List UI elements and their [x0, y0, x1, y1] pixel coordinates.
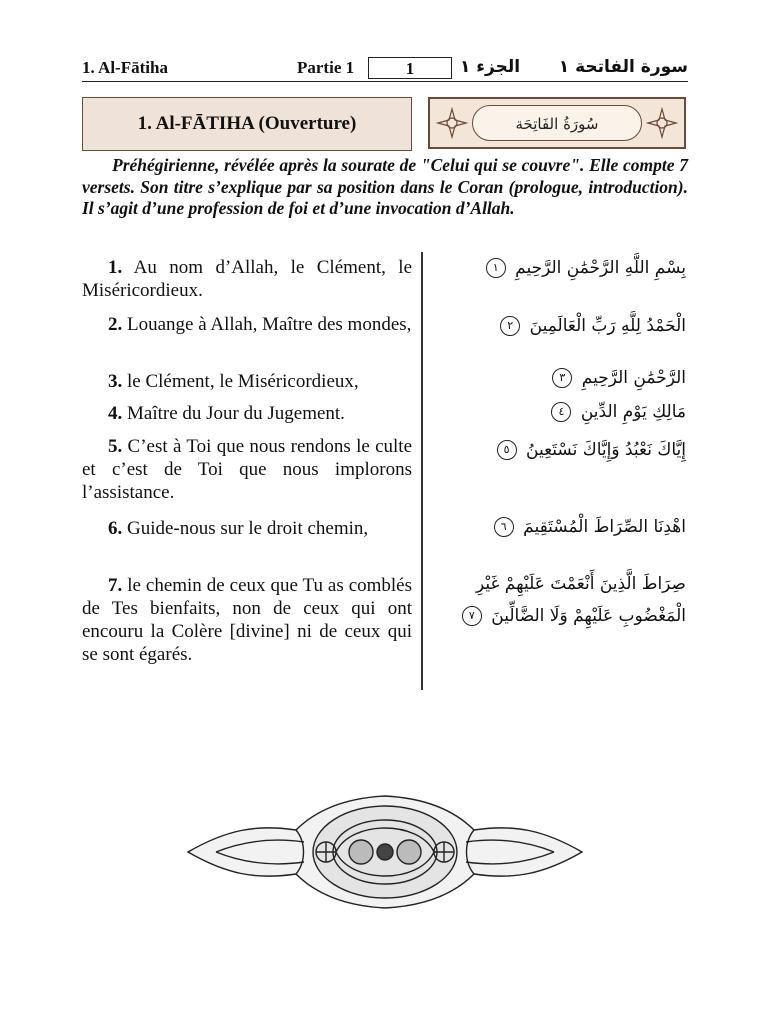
verse-text: Louange à Allah, Maître des mondes, [127, 314, 412, 335]
verse-ar-text: بِسْمِ اللَّهِ الرَّحْمَٰنِ الرَّحِيمِ [515, 258, 686, 278]
verse-fr-1 [82, 256, 412, 302]
intro-text: Préhégirienne, révélée après la sourate de "Celui qui se couvre". Elle compte 7 versets. Son titre s’explique par sa position dans le Coran (prologue, introduction). Il s’agit d’une profession de foi et d’une invocation d’Allah. [82, 155, 688, 218]
verse-end-marker: ٣ [552, 368, 572, 388]
verse-number: 1. [108, 257, 123, 278]
verse-end-marker: ٢ [500, 316, 520, 336]
rosette-icon [646, 107, 678, 139]
verse-ar-text: اهْدِنَا الصِّرَاطَ الْمُسْتَقِيمَ [523, 517, 686, 537]
header-juz-arabic: الجزء ١ [460, 57, 521, 77]
header-surah-title: 1. Al-Fātiha [82, 58, 168, 77]
page-number: 1 [368, 57, 452, 79]
surah-cartouche [428, 97, 686, 149]
verse-text: Guide-nous sur le droit chemin, [127, 518, 369, 539]
verse-text: le Clément, le Miséricordieux, [127, 371, 359, 392]
verse-text: le chemin de ceux que Tu as comblés de Tes bienfaits, non de ceux qui ont encouru la Colère [divine] ni de ceux qui se sont égarés. [82, 575, 413, 665]
verse-end-marker: ٦ [494, 517, 514, 537]
rosette-icon [436, 107, 468, 139]
verse-number: 5. [108, 436, 123, 457]
verse-number: 3. [108, 371, 123, 392]
verse-ar-text: صِرَاطَ الَّذِينَ أَنْعَمْتَ عَلَيْهِمْ غَيْرِ [475, 574, 686, 594]
verse-ar-text: الرَّحْمَٰنِ الرَّحِيمِ [581, 368, 686, 388]
header-surah-arabic: سورة الفاتحة ١ [558, 57, 688, 77]
header-part-label: Partie 1 [297, 58, 355, 77]
surah-introduction [82, 155, 688, 220]
verse-fr-2 [82, 313, 412, 336]
verse-ar-6 [494, 517, 686, 537]
verse-ar-2 [500, 316, 686, 336]
verse-ar-3 [552, 368, 686, 388]
verse-fr-3 [82, 370, 412, 393]
verse-fr-5 [82, 435, 412, 504]
verse-ar-text: الْمَغْضُوبِ عَلَيْهِمْ وَلَا الضَّالِّينَ [491, 606, 686, 626]
verse-ar-7b [462, 606, 686, 626]
verse-number: 2. [108, 314, 123, 335]
verse-ar-text: مَالِكِ يَوْمِ الدِّينِ [580, 402, 686, 422]
verse-number: 4. [108, 403, 123, 424]
verse-text: Au nom d’Allah, le Clément, le Miséricordieux. [82, 257, 413, 301]
verse-ar-7a [476, 574, 686, 594]
verse-ar-text: إِيَّاكَ نَعْبُدُ وَإِيَّاكَ نَسْتَعِينُ [526, 440, 686, 460]
closing-ornament-icon [186, 790, 584, 914]
verse-fr-4 [82, 402, 412, 425]
verse-ar-5 [497, 440, 686, 460]
header-rule [82, 81, 688, 82]
cartouche-arabic: سُورَةُ الفَاتِحَة [472, 105, 642, 141]
page-header [82, 56, 688, 82]
surah-title: 1. Al-FĀTIHA (Ouverture) [82, 97, 412, 151]
verse-ar-1 [486, 258, 686, 278]
column-divider [421, 252, 423, 690]
verse-ar-4 [551, 402, 686, 422]
verse-end-marker: ٥ [497, 440, 517, 460]
verse-ar-text: الْحَمْدُ لِلَّهِ رَبِّ الْعَالَمِينَ [529, 316, 686, 336]
verse-end-marker: ٧ [462, 606, 482, 626]
verse-end-marker: ١ [486, 258, 506, 278]
verse-text: Maître du Jour du Jugement. [127, 403, 345, 424]
verse-number: 7. [108, 575, 123, 596]
verse-end-marker: ٤ [551, 402, 571, 422]
verse-fr-7 [82, 574, 412, 666]
verse-text: C’est à Toi que nous rendons le culte et c’est de Toi que nous implorons l’assistance. [82, 436, 412, 503]
verse-number: 6. [108, 518, 123, 539]
verse-fr-6 [82, 517, 412, 540]
